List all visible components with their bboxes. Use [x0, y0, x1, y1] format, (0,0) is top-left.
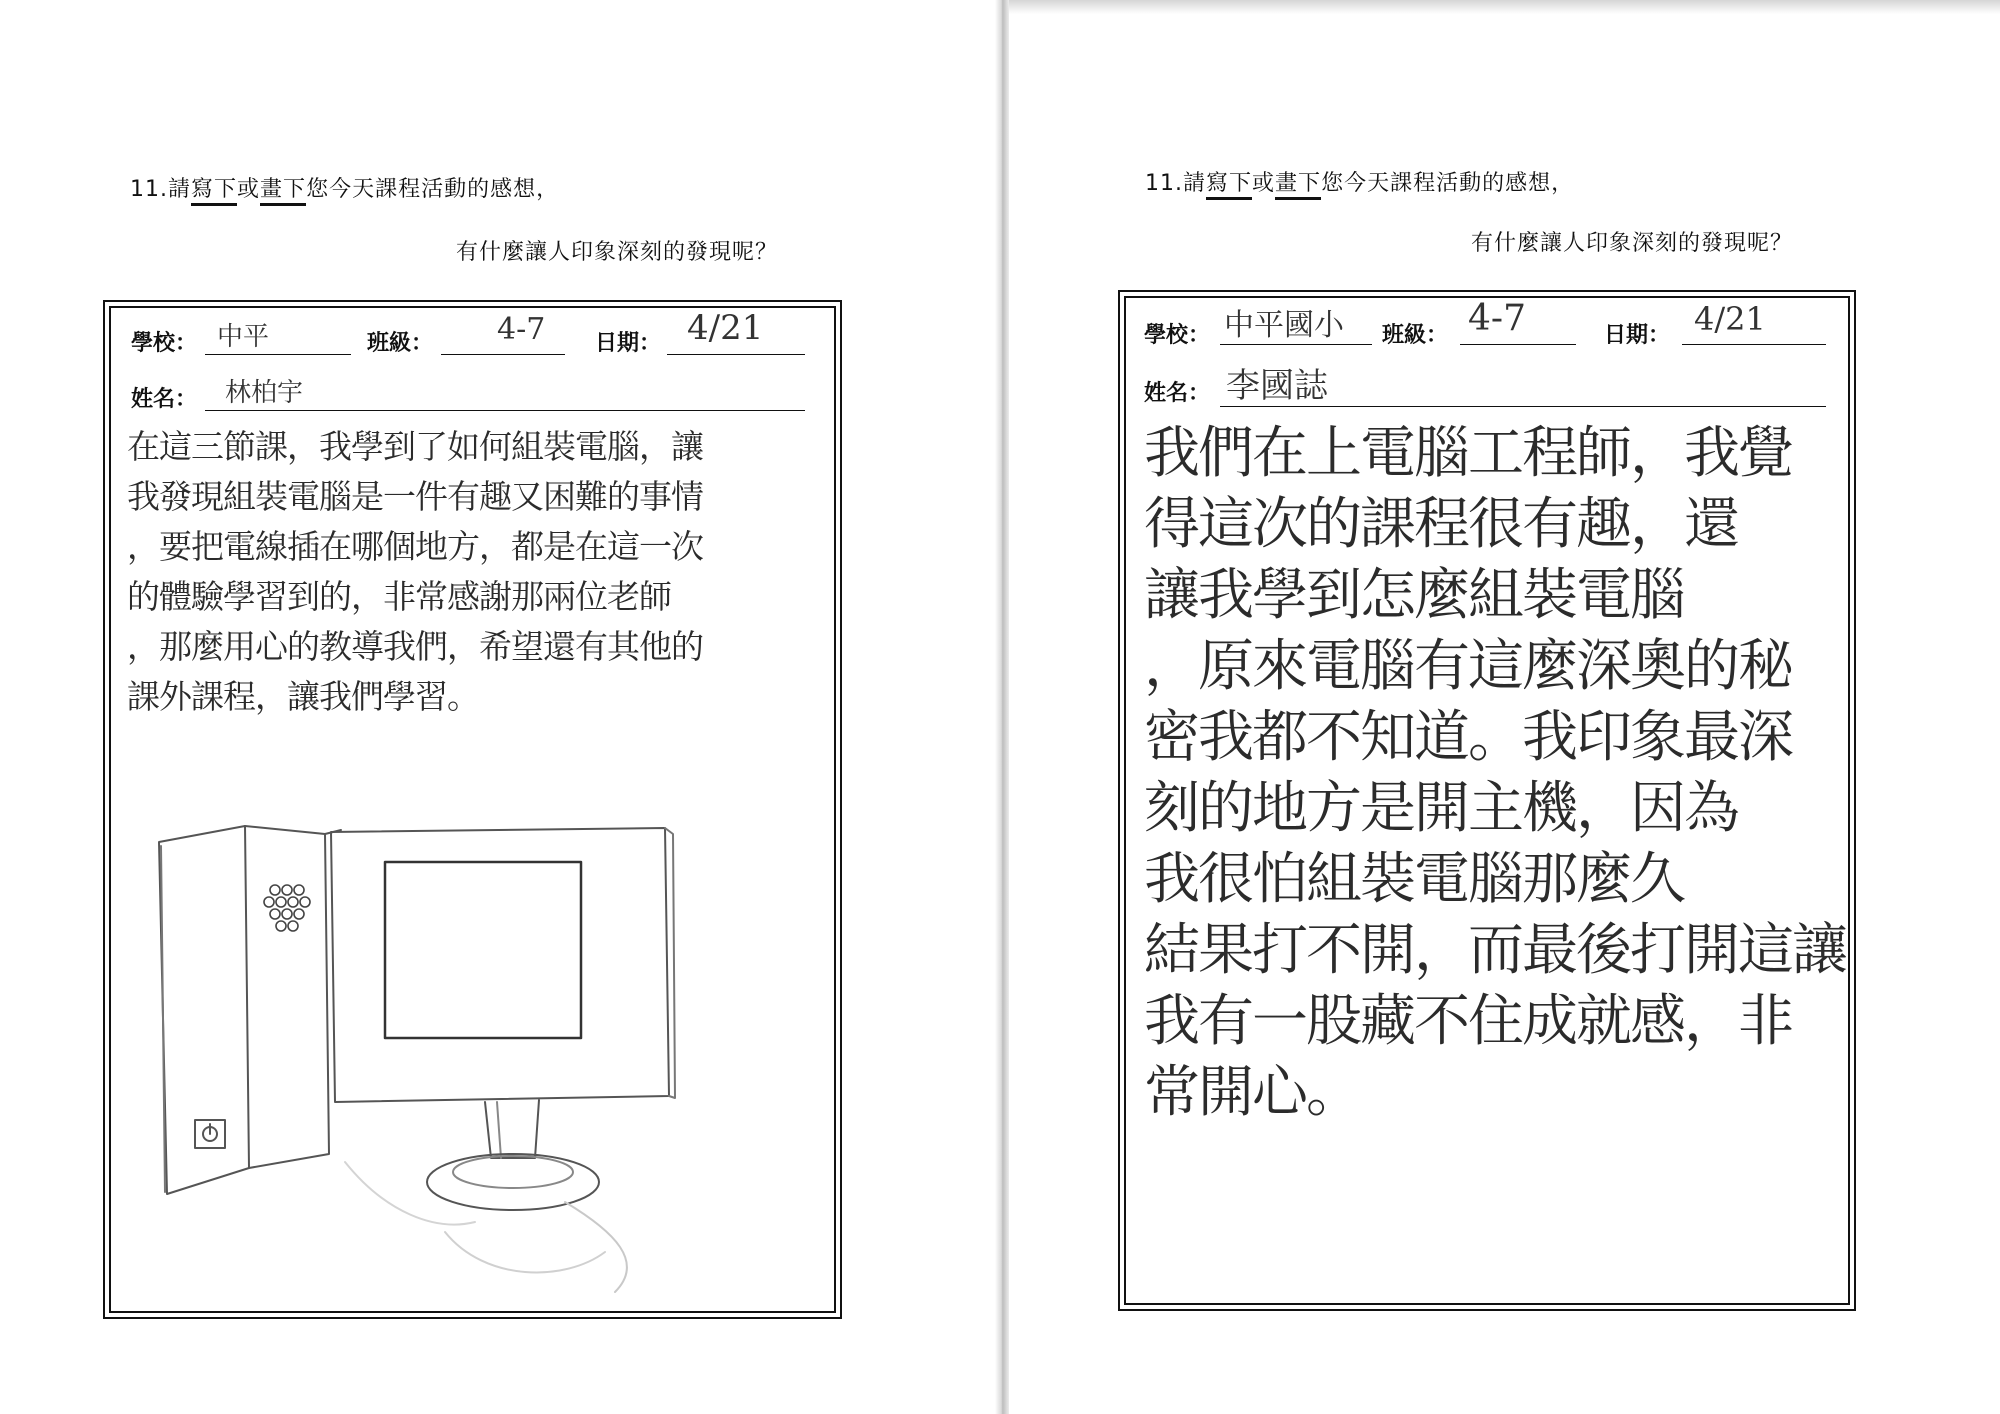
response-line: 我有一股藏不住成就感，非: [1144, 989, 1792, 1054]
response-line: 刻的地方是開主機，因為: [1144, 776, 1738, 841]
response-line: 課外課程，讓我們學習。: [127, 677, 479, 716]
handwritten-response: [1144, 418, 1846, 1128]
response-line: ，那麼用心的教導我們，希望還有其他的: [127, 627, 703, 666]
name-underline: [205, 410, 805, 411]
date-underline: [667, 354, 805, 355]
response-line: 我們在上電腦工程師，我覺: [1144, 421, 1792, 486]
class-label: 班級：: [1382, 323, 1449, 348]
date-underline: [1682, 344, 1826, 345]
response-line: ，原來電腦有這麼深奧的秘: [1144, 634, 1792, 699]
handwritten-response: [127, 422, 703, 722]
class-underline: [441, 354, 565, 355]
question-line-1: 11.請寫下或畫下您今天課程活動的感想，: [1145, 166, 1574, 197]
date-value: 4/21: [687, 308, 764, 348]
school-underline: [205, 354, 351, 355]
name-value: 李國誌: [1226, 366, 1328, 406]
response-line: 我很怕組裝電腦那麼久: [1144, 847, 1684, 912]
name-label: 姓名：: [1144, 381, 1211, 406]
question-line-2: 有什麼讓人印象深刻的發現呢？: [456, 240, 779, 265]
date-label: 日期：: [595, 331, 662, 356]
computer-sketch-drawing: [145, 762, 745, 1322]
answer-form-box: [1118, 290, 1856, 1311]
response-line: 在這三節課，我學到了如何組裝電腦，讓: [127, 427, 703, 466]
school-label: 學校：: [1144, 323, 1211, 348]
class-label: 班級：: [367, 331, 434, 356]
response-line: 結果打不開，而最後打開這讓: [1144, 918, 1846, 983]
school-value: 中平: [217, 322, 270, 352]
response-line: 我發現組裝電腦是一件有趣又困難的事情: [127, 477, 703, 516]
date-label: 日期：: [1604, 323, 1671, 348]
class-value: 4-7: [497, 312, 546, 347]
response-line: 得這次的課程很有趣，還: [1144, 492, 1738, 557]
response-line: 讓我學到怎麼組裝電腦: [1144, 563, 1684, 628]
class-value: 4-7: [1468, 298, 1526, 339]
school-label: 學校：: [131, 331, 198, 356]
school-underline: [1220, 344, 1372, 345]
worksheet-page-right: [1009, 0, 2000, 1414]
response-line: ，要把電線插在哪個地方，都是在這一次: [127, 527, 703, 566]
page-fold: [995, 0, 1009, 1414]
question-line-2: 有什麼讓人印象深刻的發現呢？: [1471, 231, 1794, 256]
response-line: 密我都不知道。我印象最深: [1144, 705, 1792, 770]
class-underline: [1460, 344, 1576, 345]
date-value: 4/21: [1694, 300, 1766, 338]
name-value: 林柏宇: [225, 378, 304, 408]
answer-form-box: [103, 300, 842, 1319]
question-line-1: 11.請寫下或畫下您今天課程活動的感想，: [130, 172, 559, 203]
name-label: 姓名：: [131, 387, 198, 412]
worksheet-page-left: [0, 0, 995, 1414]
response-line: 的體驗學習到的，非常感謝那兩位老師: [127, 577, 671, 616]
school-value: 中平國小: [1224, 308, 1344, 343]
name-underline: [1220, 406, 1826, 407]
response-line: 常開心。: [1144, 1060, 1360, 1125]
